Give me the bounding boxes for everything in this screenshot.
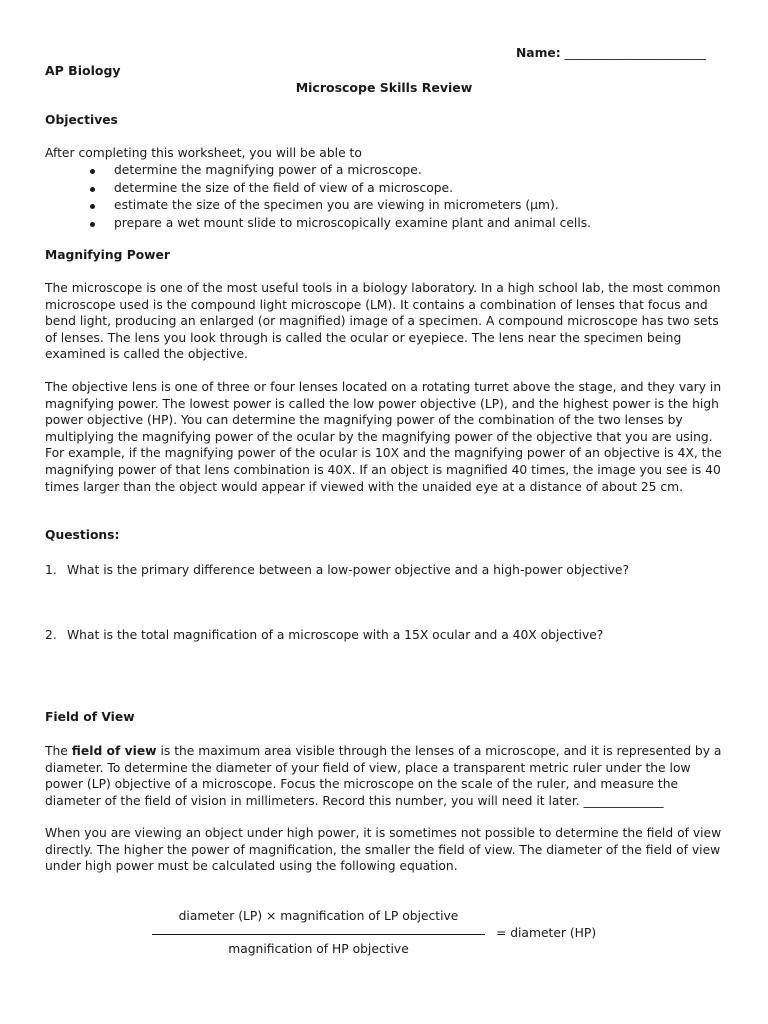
questions-heading: Questions:	[45, 528, 120, 542]
objectives-heading: Objectives	[45, 113, 118, 127]
magnifying-power-paragraph-1: The microscope is one of the most useful tools in a biology laboratory. In a high school lab, the most common microscope used is the compound light microscope (LM). It contains a combination of lenses that focus and bend light, producing an enlarged (or magnified) image of a specimen. A compound microscope has two sets of lenses. The lens you look through is called the ocular or eyepiece. The lens near the specimen being examined is called the objective.	[45, 281, 721, 362]
objectives-list	[90, 162, 710, 232]
fov-term: field of view	[71, 744, 157, 758]
list-item: determine the size of the field of view of a microscope.	[90, 180, 710, 198]
name-label: Name:	[516, 46, 561, 60]
list-item: prepare a wet mount slide to microscopically examine plant and animal cells.	[90, 215, 710, 233]
fov-para1-post: is the maximum area visible through the lenses of a microscope, and it is represented by a diameter. To determine the diameter of your field of view, place a transparent metric ruler under the low power (LP) objective of a microscope. Focus the microscope on the scale of the ruler, and measure the diameter of the field of vision in millimeters. Record this number, you will need it later. _____________	[45, 744, 722, 808]
question-1	[45, 562, 725, 578]
field-of-view-heading: Field of View	[45, 710, 135, 724]
field-of-view-paragraph-2: When you are viewing an object under high power, it is sometimes not possible to determine the field of view directly. The higher the power of magnification, the smaller the field of view. The diameter of the field of view under high power must be calculated using the following equation.	[45, 826, 722, 874]
formula-numerator: diameter (LP) × magnification of LP objective	[178, 909, 459, 923]
field-of-view-paragraph-1	[45, 743, 725, 809]
question-2-text: What is the total magnification of a microscope with a 15X ocular and a 40X objective?	[67, 628, 604, 642]
name-line	[516, 46, 706, 60]
formula-denominator: magnification of HP objective	[228, 942, 409, 956]
course-label: AP Biology	[45, 63, 121, 78]
formula-fraction-bar	[152, 934, 485, 935]
magnifying-power-paragraph-2: The objective lens is one of three or four lenses located on a rotating turret above the stage, and they vary in magnifying power. The lowest power is called the low power objective (LP), and the highest power is the high power objective (HP). You can determine the magnifying power of the combination of the two lenses by multiplying the magnifying power of the ocular by the magnifying power of the objective that you are using. For example, if the magnifying power of the ocular is 10X and the magnifying power of an objective is 4X, the magnifying power of that lens combination is 40X. If an object is magnified 40 times, the image you see is 40 times larger than the object would appear if viewed with the unaided eye at a distance of about 25 cm.	[45, 380, 722, 494]
question-2	[45, 627, 725, 643]
page-title: Microscope Skills Review	[295, 80, 473, 95]
question-1-text: What is the primary difference between a low-power objective and a high-power objective?	[67, 563, 629, 577]
formula-result: = diameter (HP)	[496, 926, 597, 940]
question-1-number: 1.	[45, 563, 57, 577]
list-item: determine the magnifying power of a microscope.	[90, 162, 710, 180]
magnifying-power-heading: Magnifying Power	[45, 248, 170, 262]
name-blank[interactable]: _______________________	[564, 46, 707, 60]
list-item: estimate the size of the specimen you are viewing in micrometers (μm).	[90, 197, 710, 215]
objectives-intro: After completing this worksheet, you will be able to	[45, 146, 362, 160]
fov-para1-pre: The	[45, 744, 72, 758]
question-2-number: 2.	[45, 628, 57, 642]
